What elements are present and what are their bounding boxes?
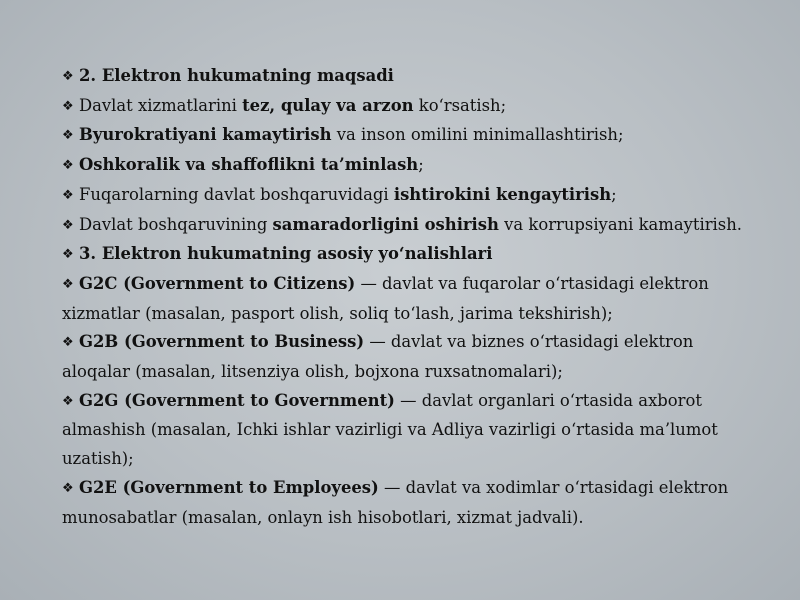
diamond-bullet-icon: ❖ — [62, 247, 74, 263]
text: — davlat va fuqarolar o‘rtasidagi elektron xizmatlar (masalan, pasport olish, soliq to‘lash, jarima tekshirish); — [62, 273, 709, 323]
text: va korrupsiyani kamaytirish. — [498, 214, 742, 234]
diamond-bullet-icon: ❖ — [62, 187, 74, 203]
diamond-bullet-icon: ❖ — [62, 158, 74, 174]
slide-content — [62, 62, 762, 532]
bullet-line — [62, 387, 762, 474]
bullet-line — [62, 270, 762, 328]
bold-text: samaradorligini oshirish — [272, 214, 499, 234]
text: ; — [611, 184, 617, 204]
text: — davlat organlari o‘rtasida axborot almashish (masalan, Ichki ishlar vazirligi va Adliya vazirligi o‘rtasida ma’lumot uzatish); — [62, 390, 718, 469]
bullet-line — [62, 151, 762, 181]
text: ; — [418, 155, 424, 175]
bold-text: G2G (Government to Government) — [79, 390, 395, 410]
bullet-line — [62, 62, 762, 92]
bold-text: Byurokratiyani kamaytirish — [79, 125, 332, 145]
diamond-bullet-icon: ❖ — [62, 335, 74, 351]
bold-text: tez, qulay va arzon — [242, 95, 414, 115]
bullet-line — [62, 92, 762, 122]
bold-text: G2C (Government to Citizens) — [79, 273, 356, 293]
diamond-bullet-icon: ❖ — [62, 480, 74, 496]
diamond-bullet-icon: ❖ — [62, 217, 74, 233]
bullet-line — [62, 240, 762, 270]
text: Davlat boshqaruvining — [79, 214, 273, 234]
text: — davlat va xodimlar o‘rtasidagi elektron munosabatlar (masalan, onlayn ish hisobotlari, xizmat jadvali). — [62, 477, 729, 527]
diamond-bullet-icon: ❖ — [62, 393, 74, 409]
text: Fuqarolarning davlat boshqaruvidagi — [79, 184, 394, 204]
diamond-bullet-icon: ❖ — [62, 69, 74, 84]
bold-text: Oshkoralik va shaffoflikni ta’minlash — [79, 155, 419, 175]
bullet-line — [62, 328, 762, 386]
text: va inson omilini minimallashtirish; — [331, 125, 624, 145]
bullet-line — [62, 181, 762, 211]
bold-text: 3. Elektron hukumatning asosiy yo‘nalishlari — [79, 244, 493, 264]
bold-text: G2B (Government to Business) — [79, 332, 365, 352]
bullet-line — [62, 211, 762, 241]
text: ko‘rsatish; — [413, 95, 507, 115]
bold-text: 2. Elektron hukumatning maqsadi — [79, 66, 394, 85]
bullet-line — [62, 121, 762, 151]
bullet-line — [62, 474, 762, 532]
diamond-bullet-icon: ❖ — [62, 128, 74, 144]
bold-text: G2E (Government to Employees) — [79, 477, 379, 497]
text: Davlat xizmatlarini — [79, 95, 243, 115]
diamond-bullet-icon: ❖ — [62, 276, 74, 292]
text: — davlat va biznes o‘rtasidagi elektron aloqalar (masalan, litsenziya olish, bojxona ruxsatnomalari); — [62, 332, 694, 382]
bold-text: ishtirokini kengaytirish — [393, 184, 612, 204]
diamond-bullet-icon: ❖ — [62, 98, 74, 114]
